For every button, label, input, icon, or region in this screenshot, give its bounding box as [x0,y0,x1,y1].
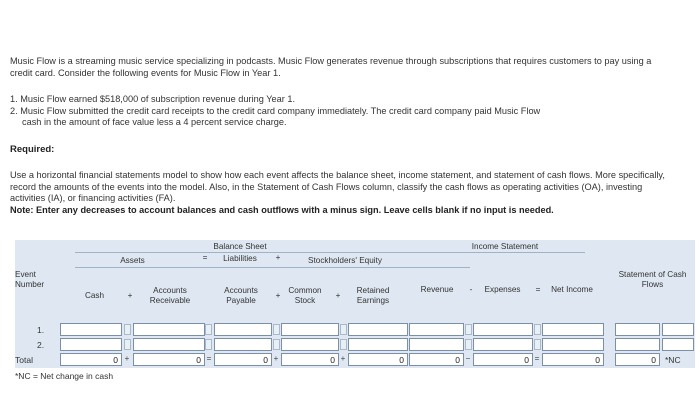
plus-sign: + [275,253,281,262]
net-income-total: 0 [542,353,604,366]
note-text: Note: Enter any decreases to account balances and cash outflows with a minus sign. Leave cells blank if no input is needed. [10,204,554,215]
minus-sign: - [469,285,473,294]
balance-sheet-header: Balance Sheet [213,242,267,251]
cash-flow-total: 0 [615,353,660,366]
net-income-input-1[interactable] [542,323,604,336]
cs-total: 0 [281,353,339,366]
plus-sign: + [335,291,341,300]
re-input-1[interactable] [348,323,408,336]
financial-statements-model [15,240,695,368]
net-income-header: Net Income [551,285,593,294]
event-2-continued: cash in the amount of face value less a 4 percent service charge. [22,117,287,127]
ar-input-2[interactable] [133,338,205,351]
stockholders-equity-header: Stockholders' Equity [308,256,382,265]
op-box [205,324,212,335]
ar-total: 0 [133,353,205,366]
expenses-input-2[interactable] [473,338,533,351]
ap-total: 0 [214,353,272,366]
cs-input-1[interactable] [281,323,339,336]
op-box [124,339,131,350]
cs-input-2[interactable] [281,338,339,351]
footnote: *NC = Net change in cash [15,371,114,381]
plus-sign: + [275,291,281,300]
op-box [534,324,541,335]
accounts-receivable-header: Accounts Receivable [149,286,191,305]
op-box [534,339,541,350]
op-box [124,324,131,335]
event-number-header: Event Number [15,270,45,289]
equals-sign: = [202,253,208,262]
cash-flow-code-2[interactable] [662,338,694,351]
revenue-header: Revenue [420,285,454,294]
cash-header: Cash [84,291,105,300]
ap-input-2[interactable] [214,338,272,351]
op-box [273,339,280,350]
required-heading: Required: [10,144,55,155]
revenue-input-2[interactable] [409,338,464,351]
cash-input-2[interactable] [60,338,122,351]
retained-earnings-header: Retained Earnings [356,286,390,305]
op-box [340,324,347,335]
ap-input-1[interactable] [214,323,272,336]
cash-input-1[interactable] [60,323,122,336]
re-total: 0 [348,353,408,366]
cash-flow-code-total: *NC [665,355,681,365]
liabilities-header: Liabilities [223,254,257,263]
instructions-text: Use a horizontal financial statements model to show how each event affects the balance sheet, income statement, and statement of cash flows. More specifically, record the amounts of the events into the model. Also, in the Statement of Cash Flows column, classify the cash flows as operating activities (OA), investing activities (IA), or financing activities (FA). [10,170,665,203]
event-list [10,94,670,129]
event-1: 1. Music Flow earned $518,000 of subscription revenue during Year 1. [10,94,295,104]
ar-input-1[interactable] [133,323,205,336]
op-box [205,339,212,350]
plus-sign: + [340,354,346,363]
common-stock-header: Common Stock [288,286,322,305]
plus-sign: + [124,354,130,363]
expenses-total: 0 [473,353,533,366]
row-event-1: 1. [37,325,45,335]
cash-flow-input-2[interactable] [615,338,660,351]
statement-cash-flows-header: Statement of Cash Flows [618,270,687,289]
row-event-2: 2. [37,340,45,350]
cash-flow-input-1[interactable] [615,323,660,336]
assets-header: Assets [120,256,145,265]
equals-sign: = [535,285,541,294]
minus-sign: − [465,354,471,363]
total-label: Total [15,355,33,365]
expenses-header: Expenses [484,285,521,294]
cash-total: 0 [60,353,122,366]
instructions [10,170,675,216]
expenses-input-1[interactable] [473,323,533,336]
net-income-input-2[interactable] [542,338,604,351]
equals-sign: = [534,354,540,363]
equals-sign: = [206,354,212,363]
cash-flow-code-1[interactable] [662,323,694,336]
op-box [273,324,280,335]
revenue-total: 0 [409,353,464,366]
op-box [465,324,472,335]
op-box [465,339,472,350]
intro-paragraph: Music Flow is a streaming music service specializing in podcasts. Music Flow generates revenue through subscriptions that requires customers to pay using a credit card. Consider the following events for Music Flow in Year 1. [10,56,652,78]
plus-sign: + [127,291,133,300]
re-input-2[interactable] [348,338,408,351]
event-2: 2. Music Flow submitted the credit card receipts to the credit card company immediately. The credit card company paid Music Flow [10,105,541,116]
accounts-payable-header: Accounts Payable [224,286,258,305]
income-statement-header: Income Statement [471,242,539,251]
op-box [340,339,347,350]
plus-sign: + [273,354,279,363]
revenue-input-1[interactable] [409,323,464,336]
